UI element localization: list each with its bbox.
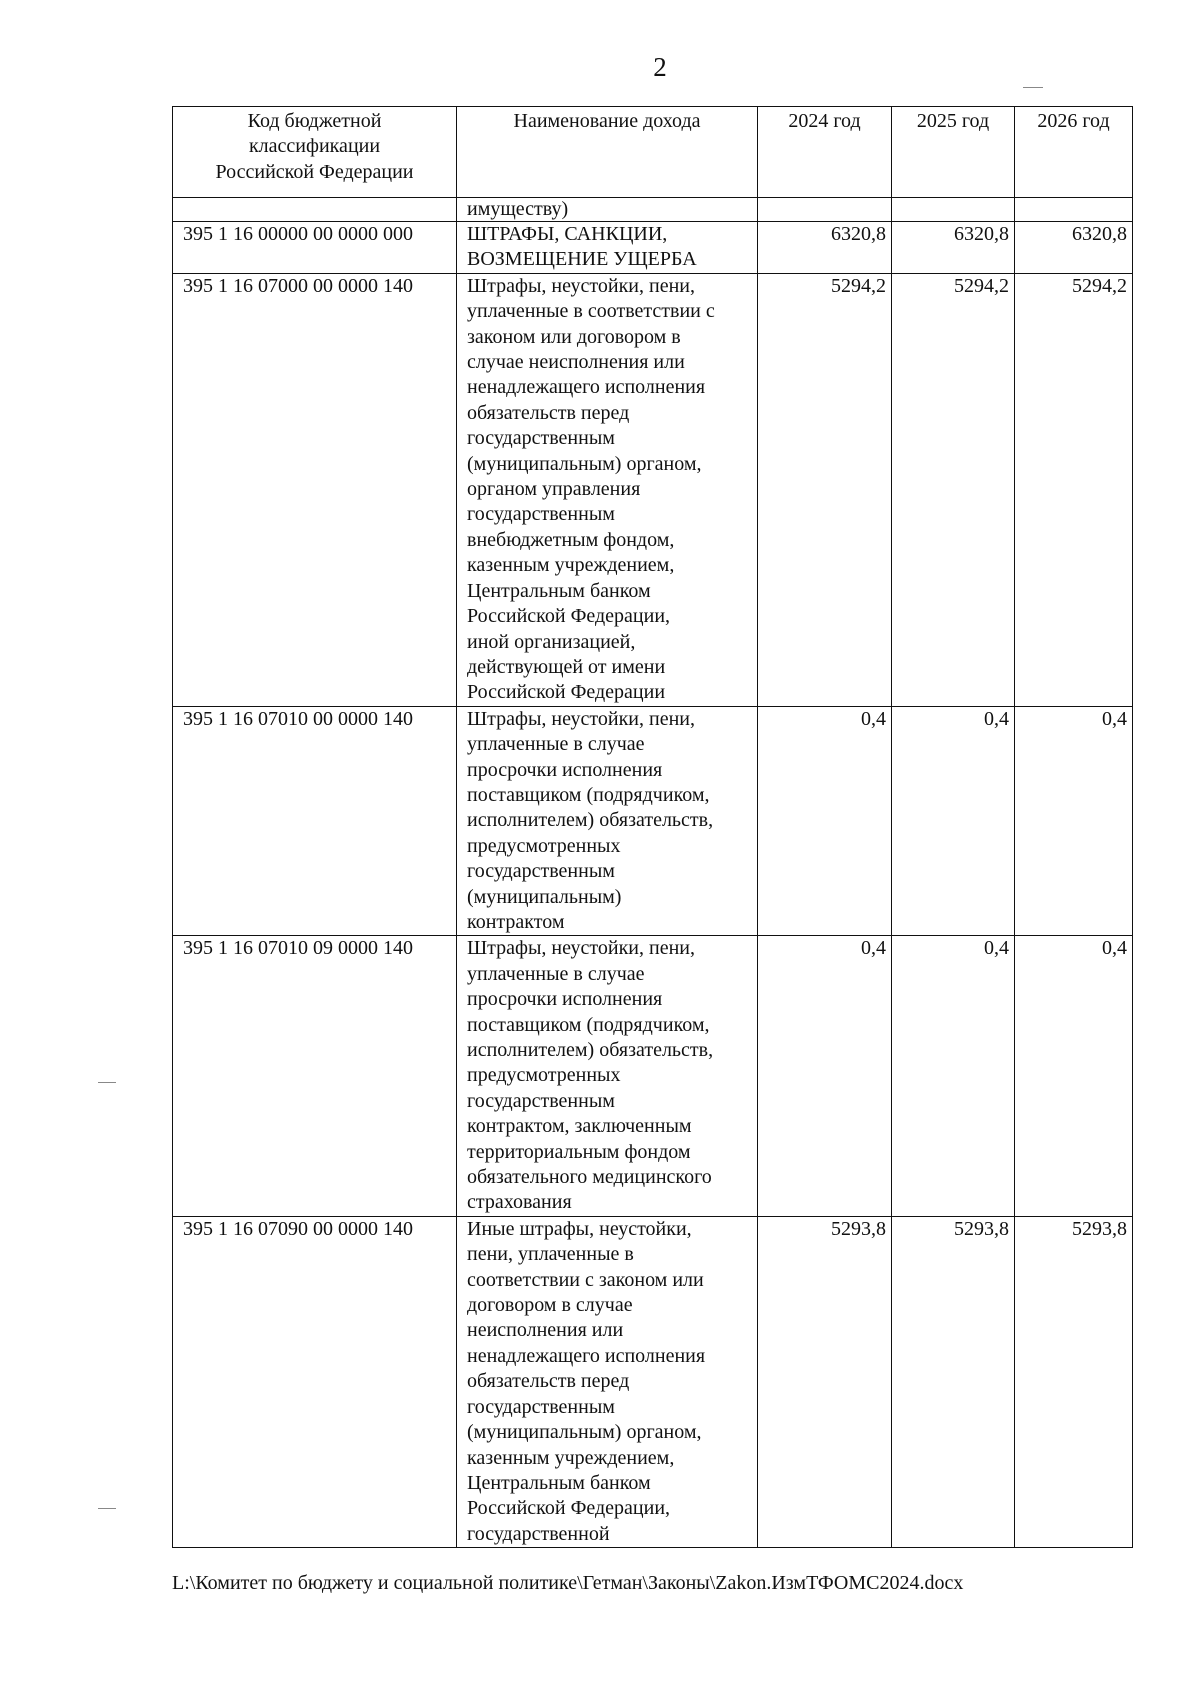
revenue-name-cell — [457, 1216, 758, 1547]
amount-2026-cell — [1015, 198, 1133, 222]
revenue-name-cell — [457, 222, 758, 274]
revenue-name-line: пени, уплаченные в — [467, 1243, 634, 1266]
revenue-name-line: ненадлежащего исполнения — [467, 1344, 706, 1367]
revenue-name-line: имуществу) — [467, 198, 569, 220]
scan-mark — [98, 1082, 116, 1083]
document-file-path: L:\Комитет по бюджету и социальной политике\Гетман\Законы\Zakon.ИзмТФОМС2024.docx — [172, 1572, 964, 1594]
revenue-name-line: обязательств перед — [467, 401, 630, 424]
revenue-name-line: поставщиком (подрядчиком, — [467, 783, 710, 806]
revenue-name-line: ненадлежащего исполнения — [467, 376, 706, 399]
amount-2026-cell: 5294,2 — [1015, 273, 1133, 706]
column-header-code — [173, 107, 457, 198]
table-row — [173, 936, 1133, 1216]
amount-2025-cell — [892, 198, 1015, 222]
column-header-code-line: классификации — [248, 135, 381, 158]
revenue-name-line: уплаченные в случае — [467, 962, 645, 985]
revenue-name-line: просрочки исполнения — [467, 988, 663, 1011]
revenue-name-line: уплаченные в соответствии с — [467, 300, 715, 323]
revenue-name-line: Штрафы, неустойки, пени, — [467, 707, 695, 730]
revenue-name-line: законом или договором в — [467, 325, 681, 348]
table-row — [173, 198, 1133, 222]
revenue-name-line: контрактом — [467, 910, 565, 933]
revenue-name-line: Штрафы, неустойки, пени, — [467, 937, 695, 960]
revenue-name-line: поставщиком (подрядчиком, — [467, 1013, 710, 1036]
amount-2025-cell: 0,4 — [892, 706, 1015, 936]
amount-2026-cell: 0,4 — [1015, 936, 1133, 1216]
revenue-name-line: ВОЗМЕЩЕНИЕ УЩЕРБА — [467, 248, 697, 271]
revenue-name-line: государственным — [467, 503, 615, 526]
table-row — [173, 222, 1133, 274]
column-header-2026: 2026 год — [1015, 107, 1133, 198]
revenue-name-line: просрочки исполнения — [467, 758, 663, 781]
amount-2024-cell: 0,4 — [758, 936, 892, 1216]
revenue-name-line: Центральным банком — [467, 579, 651, 602]
revenue-name-line: (муниципальным) — [467, 885, 622, 908]
revenue-name-line: иной организацией, — [467, 630, 636, 653]
revenue-name-line: предусмотренных — [467, 1064, 621, 1087]
revenue-name-cell — [457, 198, 758, 222]
revenue-name-line: государственным — [467, 1089, 615, 1112]
revenue-name-line: органом управления — [467, 478, 641, 501]
revenue-name-line: обязательств перед — [467, 1370, 630, 1393]
revenue-name-line: исполнителем) обязательств, — [467, 809, 714, 832]
amount-2024-cell: 5293,8 — [758, 1216, 892, 1547]
amount-2025-cell: 6320,8 — [892, 222, 1015, 274]
revenue-name-line: внебюджетным фондом, — [467, 528, 675, 551]
table-row — [173, 1216, 1133, 1547]
revenue-name-line: Центральным банком — [467, 1471, 651, 1494]
revenue-name-line: (муниципальным) органом, — [467, 452, 702, 475]
page-number: 2 — [653, 52, 667, 82]
revenue-name-line: договором в случае — [467, 1294, 633, 1317]
table-row — [173, 706, 1133, 936]
amount-2024-cell: 5294,2 — [758, 273, 892, 706]
revenue-name-line: государственным — [467, 860, 615, 883]
revenue-name-line: Российской Федерации, — [467, 605, 671, 628]
revenue-name-line: соответствии с законом или — [467, 1268, 704, 1291]
column-header-2025: 2025 год — [892, 107, 1015, 198]
column-header-name: Наименование дохода — [457, 107, 758, 198]
scan-mark — [1023, 87, 1043, 88]
column-header-2024: 2024 год — [758, 107, 892, 198]
amount-2024-cell: 6320,8 — [758, 222, 892, 274]
revenue-name-line: Иные штрафы, неустойки, — [467, 1217, 692, 1240]
amount-2026-cell: 6320,8 — [1015, 222, 1133, 274]
scan-mark — [98, 1508, 116, 1509]
revenue-name-line: государственным — [467, 427, 615, 450]
revenue-name-line: обязательного медицинского — [467, 1166, 712, 1189]
budget-code-cell: 395 1 16 07000 00 0000 140 — [173, 273, 457, 706]
revenue-name-line: Российской Федерации — [467, 681, 666, 704]
revenue-name-cell — [457, 273, 758, 706]
amount-2025-cell: 5293,8 — [892, 1216, 1015, 1547]
revenue-name-line: (муниципальным) органом, — [467, 1421, 702, 1444]
revenue-name-line: контрактом, заключенным — [467, 1115, 692, 1138]
revenue-name-line: государственным — [467, 1395, 615, 1418]
budget-code-cell: 395 1 16 07090 00 0000 140 — [173, 1216, 457, 1547]
amount-2024-cell — [758, 198, 892, 222]
budget-code-cell: 395 1 16 07010 00 0000 140 — [173, 706, 457, 936]
amount-2026-cell: 5293,8 — [1015, 1216, 1133, 1547]
revenue-name-cell — [457, 706, 758, 936]
column-header-code-line: Код бюджетной — [247, 110, 382, 132]
revenue-name-line: Российской Федерации, — [467, 1497, 671, 1520]
revenue-name-line: исполнителем) обязательств, — [467, 1039, 714, 1061]
budget-code-cell — [173, 198, 457, 222]
revenue-name-line: страхования — [467, 1191, 572, 1214]
revenue-name-line: казенным учреждением, — [467, 554, 675, 577]
revenue-name-line: казенным учреждением, — [467, 1446, 675, 1469]
amount-2025-cell: 5294,2 — [892, 273, 1015, 706]
revenue-name-cell — [457, 936, 758, 1216]
table-header-row — [173, 107, 1133, 198]
revenue-name-line: государственной — [467, 1522, 610, 1545]
revenue-name-line: случае неисполнения или — [467, 351, 685, 374]
revenue-name-line: ШТРАФЫ, САНКЦИИ, — [467, 223, 668, 245]
amount-2024-cell: 0,4 — [758, 706, 892, 936]
revenue-table — [172, 106, 1133, 1548]
amount-2025-cell: 0,4 — [892, 936, 1015, 1216]
budget-code-cell: 395 1 16 00000 00 0000 000 — [173, 222, 457, 274]
budget-code-cell: 395 1 16 07010 09 0000 140 — [173, 936, 457, 1216]
amount-2026-cell: 0,4 — [1015, 706, 1133, 936]
column-header-code-line: Российской Федерации — [215, 160, 414, 183]
revenue-name-line: неисполнения или — [467, 1319, 624, 1342]
revenue-name-line: территориальным фондом — [467, 1140, 691, 1163]
revenue-name-line: действующей от имени — [467, 655, 666, 678]
table-row — [173, 273, 1133, 706]
revenue-name-line: Штрафы, неустойки, пени, — [467, 274, 695, 297]
revenue-name-line: уплаченные в случае — [467, 733, 645, 756]
revenue-name-line: предусмотренных — [467, 834, 621, 857]
